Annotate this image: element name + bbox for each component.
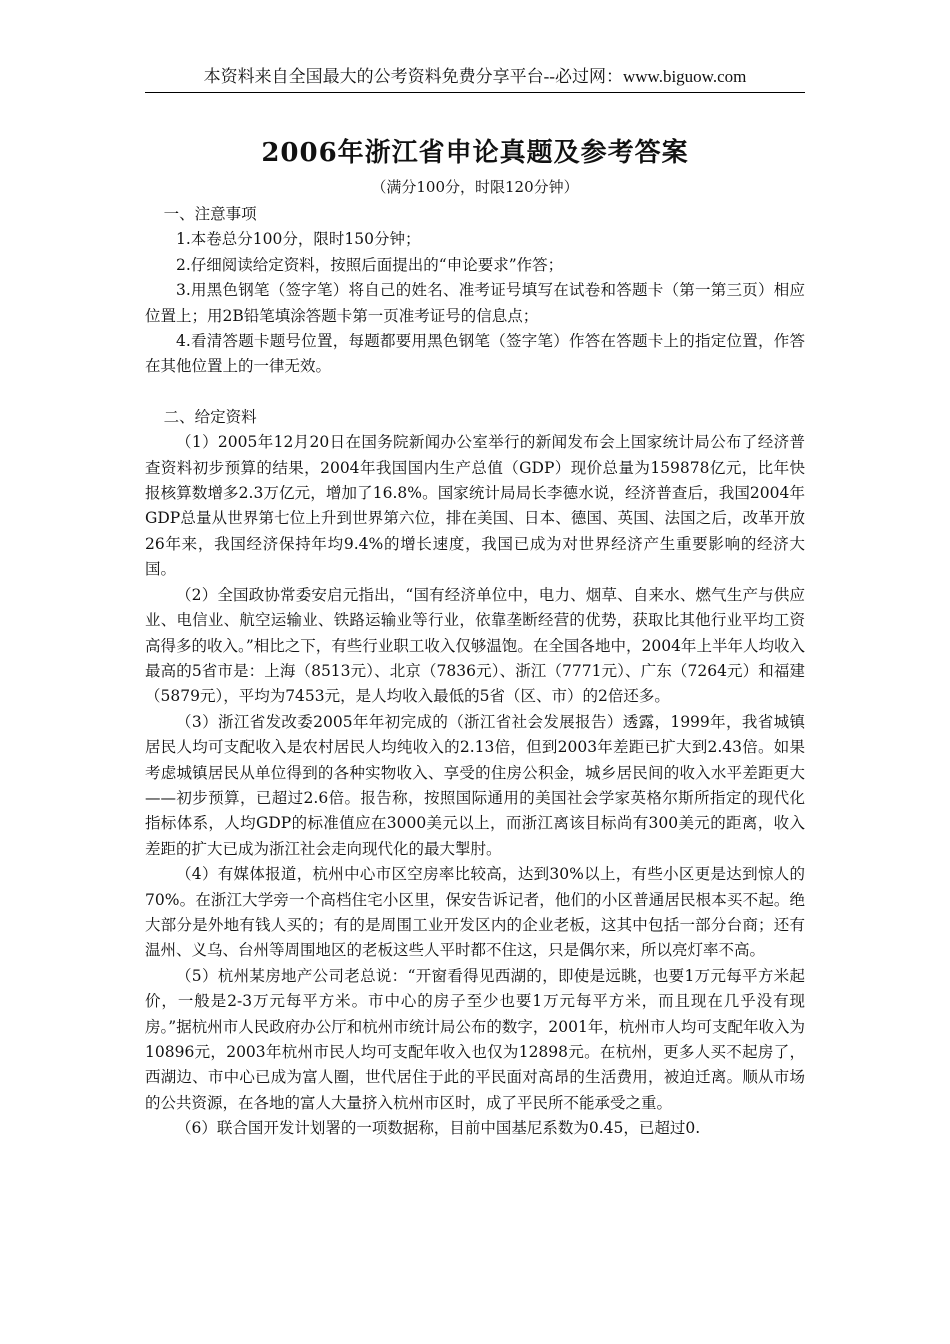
note-item-2: 2.仔细阅读给定资料，按照后面提出的“申论要求”作答； xyxy=(176,255,564,274)
material-paragraph-2: （2）全国政协常委安启元指出，“国有经济单位中，电力、烟草、自来水、燃气生产与供应业、电信业、航空运输业、铁路运输业等行业，依靠垄断经营的优势，获取比其他行业平均工资高得多的收入。”相比之下，有些行业职工收入仅够温饱。在全国各地中，2004年上半年人均收入最高的5省市是：上海（8513元）、北京（7836元）、浙江（7771元）、广东（7264元）和福建（5879元），平均为7453元，是人均收入最低的5省（区、市）的2倍还多。 xyxy=(145,585,805,706)
material-paragraph-6: （6）联合国开发计划署的一项数据称，目前中国基尼系数为0.45，已超过0. xyxy=(176,1119,701,1138)
material-paragraph-1: （1）2005年12月20日在国务院新闻办公室举行的新闻发布会上国家统计局公布了经济普查资料初步预算的结果，2004年我国国内生产总值（GDP）现价总量为159878亿元，比年快报核算数增多2.3万亿元，增加了16.8%。国家统计局局长李德水说，经济普查后，我国2004年GDP总量从世界第七位上升到世界第六位，排在美国、日本、德国、英国、法国之后，改革开放26年来，我国经济保持年均9.4%的增长速度，我国已成为对世界经济产生重要影响的经济大国。 xyxy=(145,433,805,579)
document-subtitle: （满分100分，时限120分钟） xyxy=(371,178,579,196)
material-paragraph-4: （4）有媒体报道，杭州中心市区空房率比较高，达到30%以上，有些小区更是达到惊人的70%。在浙江大学旁一个高档住宅小区里，保安告诉记者，他们的小区普通居民根本买不起。绝大部分是外地有钱人买的；有的是周围工业开发区内的企业老板，这其中包括一部分台商；还有温州、义乌、台州等周围地区的老板这些人平时都不住这，只是偶尔来，所以亮灯率不高。 xyxy=(145,865,805,960)
header-divider xyxy=(145,92,805,93)
document-title: 2006年浙江省申论真题及参考答案 xyxy=(261,138,689,168)
notes-heading: 一、注意事项 xyxy=(163,205,257,223)
material-paragraph-3: （3）浙江省发改委2005年年初完成的（浙江省社会发展报告）透露，1999年，我省城镇居民人均可支配收入是农村居民人均纯收入的2.13倍，但到2003年差距已扩大到2.43倍。如果考虑城镇居民从单位得到的各种实物收入、享受的住房公积金，城乡居民间的收入水平差距更大——初步预算，已超过2.6倍。报告称，按照国际通用的美国社会学家英格尔斯所指定的现代化指标体系，人均GDP的标准值应在3000美元以上，而浙江离该目标尚有300美元的距离，收入差距的扩大已成为浙江社会走向现代化的最大掣肘。 xyxy=(145,712,805,858)
material-paragraph-5: （5）杭州某房地产公司老总说：“开窗看得见西湖的，即使是远眺，也要1万元每平方米起价，一般是2-3万元每平方米。市中心的房子至少也要1万元每平方米，而且现在几乎没有现房。”据杭州市人民政府办公厅和杭州市统计局公布的数字，2001年，杭州市人均可支配年收入为10896元，2003年杭州市民人均可支配年收入也仅为12898元。在杭州，更多人买不起房了，西湖边、市中心已成为富人圈，世代居住于此的平民面对高昂的生活费用，被迫迁离。顺从市场的公共资源，在各地的富人大量挤入杭州市区时，成了平民所不能承受之重。 xyxy=(145,966,805,1112)
materials-heading: 二、给定资料 xyxy=(163,407,257,426)
note-item-1: 1.本卷总分100分，限时150分钟； xyxy=(176,230,421,249)
note-item-4: 4.看清答题卡题号位置，每题都要用黑色钢笔（签字笔）作答在答题卡上的指定位置，作答在其他位置上的一律无效。 xyxy=(145,332,805,376)
document-body xyxy=(145,202,805,1142)
section-spacer xyxy=(145,380,805,405)
source-banner: 本资料来自全国最大的公考资料免费分享平台--必过网：www.biguow.com xyxy=(203,67,747,86)
note-item-3: 3.用黑色钢笔（签字笔）将自己的姓名、准考证号填写在试卷和答题卡（第一第三页）相应位置上；用2B铅笔填涂答题卡第一页准考证号的信息点； xyxy=(145,281,805,325)
